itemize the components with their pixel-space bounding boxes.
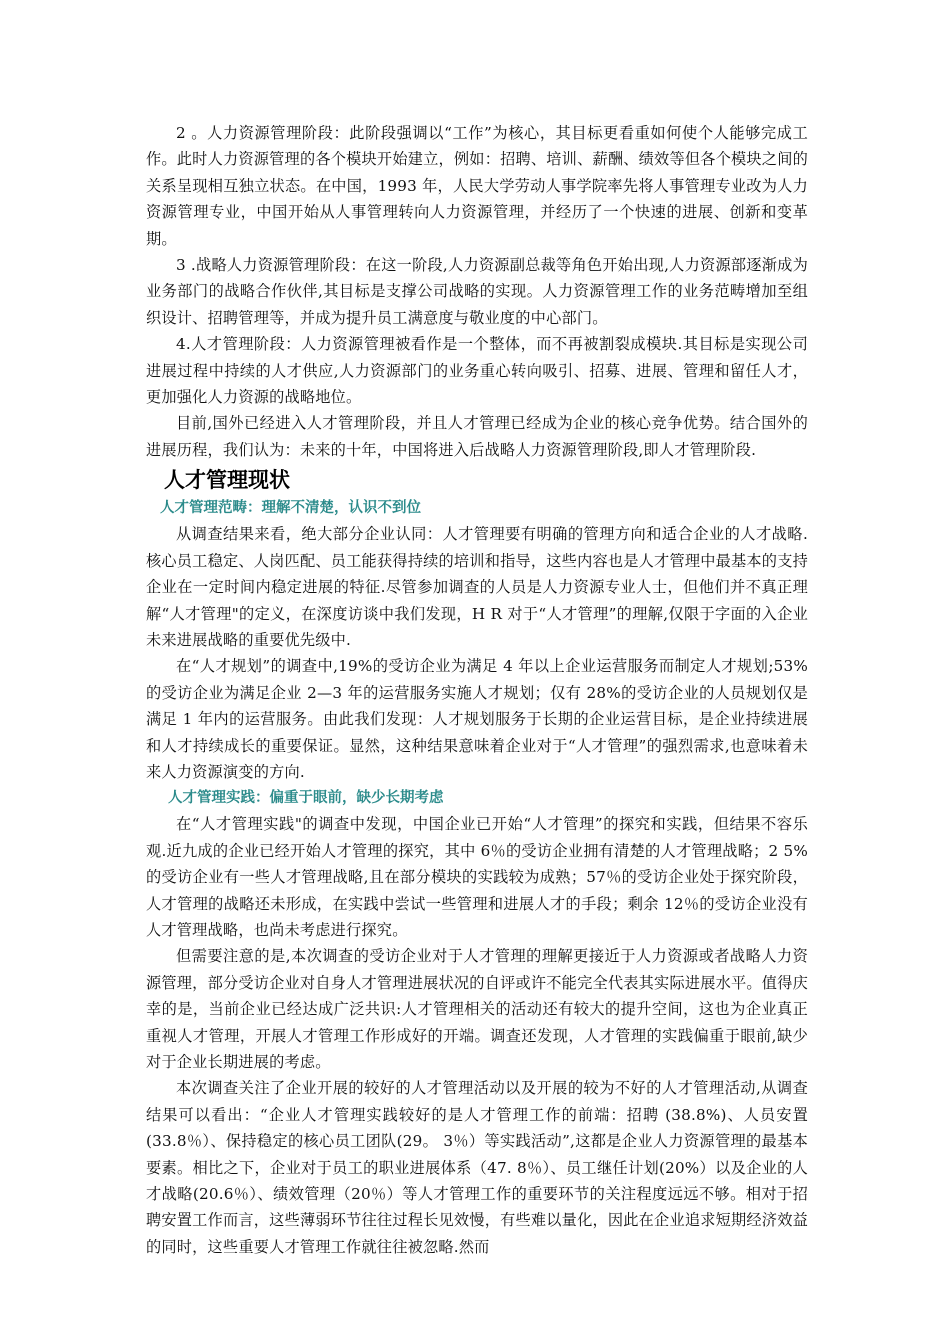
document-page [146, 120, 808, 1260]
paragraph-activities-analysis: 本次调查关注了企业开展的较好的人才管理活动以及开展的较为不好的人才管理活动,从调查结果可以看出：“企业人才管理实践较好的是人才管理工作的前端：招聘 (38.8%)、人员安置(33.8％）、保持稳定的核心员工团队(29。 3％）等实践活动”,这都是企业人力资源管理的最基本要素。相比之下，企业对于员工的职业进展体系（47. 8％）、员工继任计划(20%）以及企业的人才战略(20.6％）、绩效管理（20％）等人才管理工作的重要环节的关注程度远远不够。相对于招聘安置工作而言，这些薄弱环节往往过程长见效慢，有些难以量化，因此在企业追求短期经济效益的同时，这些重要人才管理工作就往往被忽略.然而 [146, 1079, 808, 1256]
paragraph-talent-planning: 在“人才规划”的调查中,19%的受访企业为满足 4 年以上企业运营服务而制定人才规划;53%的受访企业为满足企业 2—3 年的运营服务实施人才规划；仅有 28%的受访企业的人员规划仅是满足 1 年内的运营服务。由此我们发现：人才规划服务于长期的企业运营目标，是企业持续进展和人才持续成长的重要保证。显然，这种结果意味着企业对于“人才管理”的强烈需求,也意味着未来人力资源演变的方向. [146, 657, 808, 781]
paragraph-strategic-hr-stage: 3 .战略人力资源管理阶段：在这一阶段,人力资源副总裁等角色开始出现,人力资源部逐渐成为业务部门的战略合作伙伴,其目标是支撑公司战略的实现。人力资源管理工作的业务范畴增加至组织设计、招聘管理等，并成为提升员工满意度与敬业度的中心部门。 [146, 256, 808, 327]
section-heading-talent-status: 人才管理现状 [164, 468, 290, 493]
paragraph-current-situation-abroad: 目前,国外已经进入人才管理阶段，并且人才管理已经成为企业的核心竞争优势。结合国外的进展历程，我们认为：未来的十年，中国将进入后战略人力资源管理阶段,即人才管理阶段. [146, 414, 808, 459]
paragraph-practice-survey: 在“人才管理实践"的调查中发现，中国企业已开始“人才管理”的探究和实践，但结果不容乐观.近九成的企业已经开始人才管理的探究，其中 6％的受访企业拥有清楚的人才管理战略；2 5%的受访企业有一些人才管理战略,且在部分模块的实践较为成熟；57％的受访企业处于探究阶段，人才管理的战略还未形成，在实践中尝试一些管理和进展人才的手段；剩余 12％的受访企业没有人才管理战略，也尚未考虑进行探究。 [146, 815, 808, 939]
subheading-talent-scope: 人才管理范畴：理解不清楚，认识不到位 [160, 500, 421, 517]
subheading-talent-practice: 人才管理实践：偏重于眼前，缺少长期考虑 [168, 790, 444, 807]
paragraph-attention-note: 但需要注意的是,本次调查的受访企业对于人才管理的理解更接近于人力资源或者战略人力资源管理，部分受访企业对自身人才管理进展状况的自评或许不能完全代表其实际进展水平。值得庆幸的是，当前企业已经达成广泛共识:人才管理相关的活动还有较大的提升空间，这也为企业真正重视人才管理，开展人才管理工作形成好的开端。调查还发现，人才管理的实践偏重于眼前,缺少对于企业长期进展的考虑。 [146, 947, 808, 1071]
paragraph-talent-management-stage: 4.人才管理阶段：人力资源管理被看作是一个整体，而不再被割裂成模块.其目标是实现公司进展过程中持续的人才供应,人力资源部门的业务重心转向吸引、招募、进展、管理和留任人才，更加强化人力资源的战略地位。 [146, 335, 808, 407]
paragraph-survey-results: 从调查结果来看，绝大部分企业认同：人才管理要有明确的管理方向和适合企业的人才战略.核心员工稳定、人岗匹配、员工能获得持续的培训和指导，这些内容也是人才管理中最基本的支持企业在一定时间内稳定进展的特征.尽管参加调查的人员是人力资源专业人士，但他们并不真正理解“人才管理"的定义，在深度访谈中我们发现，H R 对于“人才管理”的理解,仅限于字面的入企业未来进展战略的重要优先级中. [146, 525, 808, 649]
paragraph-hr-management-stage: 2 。人力资源管理阶段：此阶段强调以“工作”为核心，其目标更看重如何使个人能够完成工作。此时人力资源管理的各个模块开始建立，例如：招聘、培训、薪酬、绩效等但各个模块之间的关系呈现相互独立状态。在中国，1993 年，人民大学劳动人事学院率先将人事管理专业改为人力资源管理专业，中国开始从人事管理转向人力资源管理，并经历了一个快速的进展、创新和变革期。 [146, 124, 808, 248]
